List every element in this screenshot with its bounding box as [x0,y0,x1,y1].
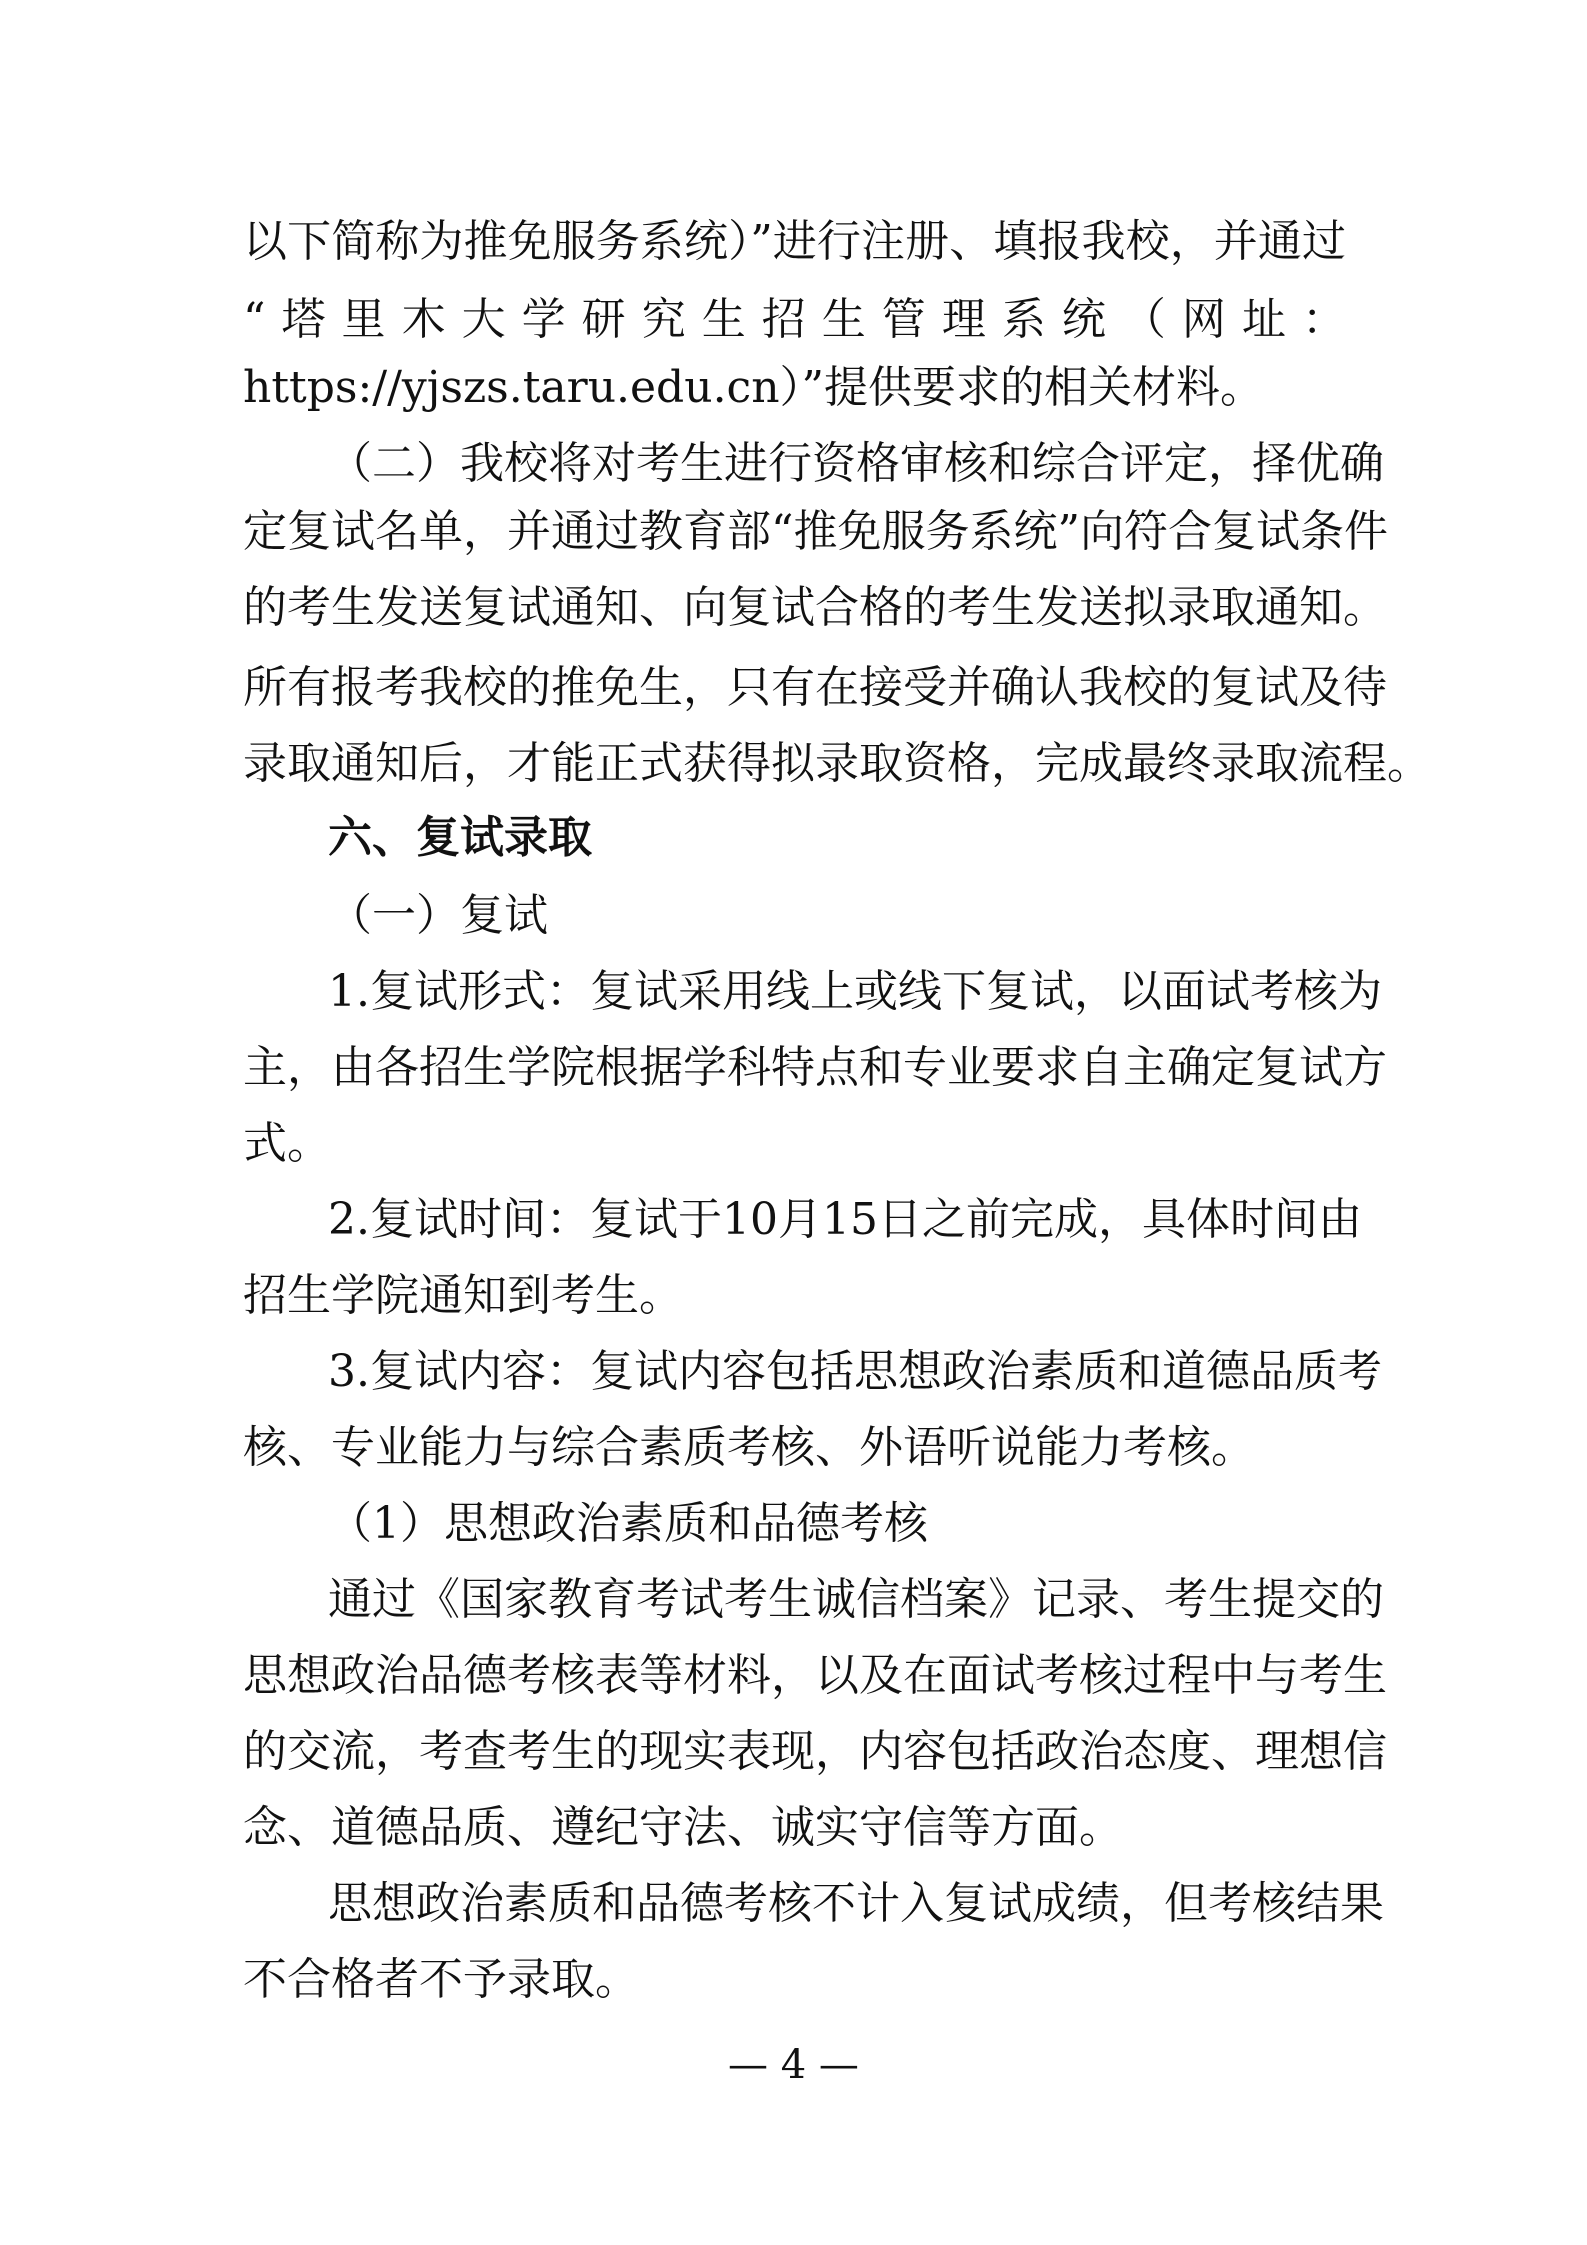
paragraph-line: 2.复试时间：复试于10月15日之前完成，具体时间由 [328,1194,1362,1245]
paragraph-line: 3.复试内容：复试内容包括思想政治素质和道德品质考 [328,1346,1382,1397]
paragraph-line: 思想政治品德考核表等材料，以及在面试考核过程中与考生 [243,1650,1387,1701]
paragraph-line: “塔里木大学研究生招生管理系统（网址： [243,294,1346,345]
subsection-heading: （一）复试 [328,890,548,941]
paragraph-line: 思想政治素质和品德考核不计入复试成绩，但考核结果 [328,1878,1384,1929]
paragraph-line: 念、道德品质、遵纪守法、诚实守信等方面。 [243,1802,1123,1853]
paragraph-line: 所有报考我校的推免生，只有在接受并确认我校的复试及待 [243,662,1387,713]
paragraph-line: 不合格者不予录取。 [243,1954,639,2005]
paragraph-line: https://yjszs.taru.edu.cn）”提供要求的相关材料。 [243,362,1265,413]
paragraph-line: 录取通知后，才能正式获得拟录取资格，完成最终录取流程。 [243,738,1431,789]
paragraph-line: 核、专业能力与综合素质考核、外语听说能力考核。 [243,1422,1255,1473]
paragraph-line: 1.复试形式：复试采用线上或线下复试，以面试考核为 [328,966,1382,1017]
page-number: — 4 — [728,2042,859,2088]
subsection-heading: （1）思想政治素质和品德考核 [328,1498,928,1549]
paragraph-line: 招生学院通知到考生。 [243,1270,683,1321]
paragraph-line: 的交流，考查考生的现实表现，内容包括政治态度、理想信 [243,1726,1387,1777]
paragraph-line: 通过《国家教育考试考生诚信档案》记录、考生提交的 [328,1574,1384,1625]
paragraph-line: 主，由各招生学院根据学科特点和专业要求自主确定复试方 [243,1042,1387,1093]
paragraph-line: 定复试名单，并通过教育部“推免服务系统”向符合复试条件 [243,506,1388,557]
paragraph-line: 式。 [243,1118,331,1169]
paragraph-line: 的考生发送复试通知、向复试合格的考生发送拟录取通知。 [243,582,1387,633]
paragraph-line: （二）我校将对考生进行资格审核和综合评定，择优确 [328,438,1384,489]
paragraph-line: 以下简称为推免服务系统）”进行注册、填报我校，并通过 [243,216,1346,267]
section-heading: 六、复试录取 [328,812,592,863]
